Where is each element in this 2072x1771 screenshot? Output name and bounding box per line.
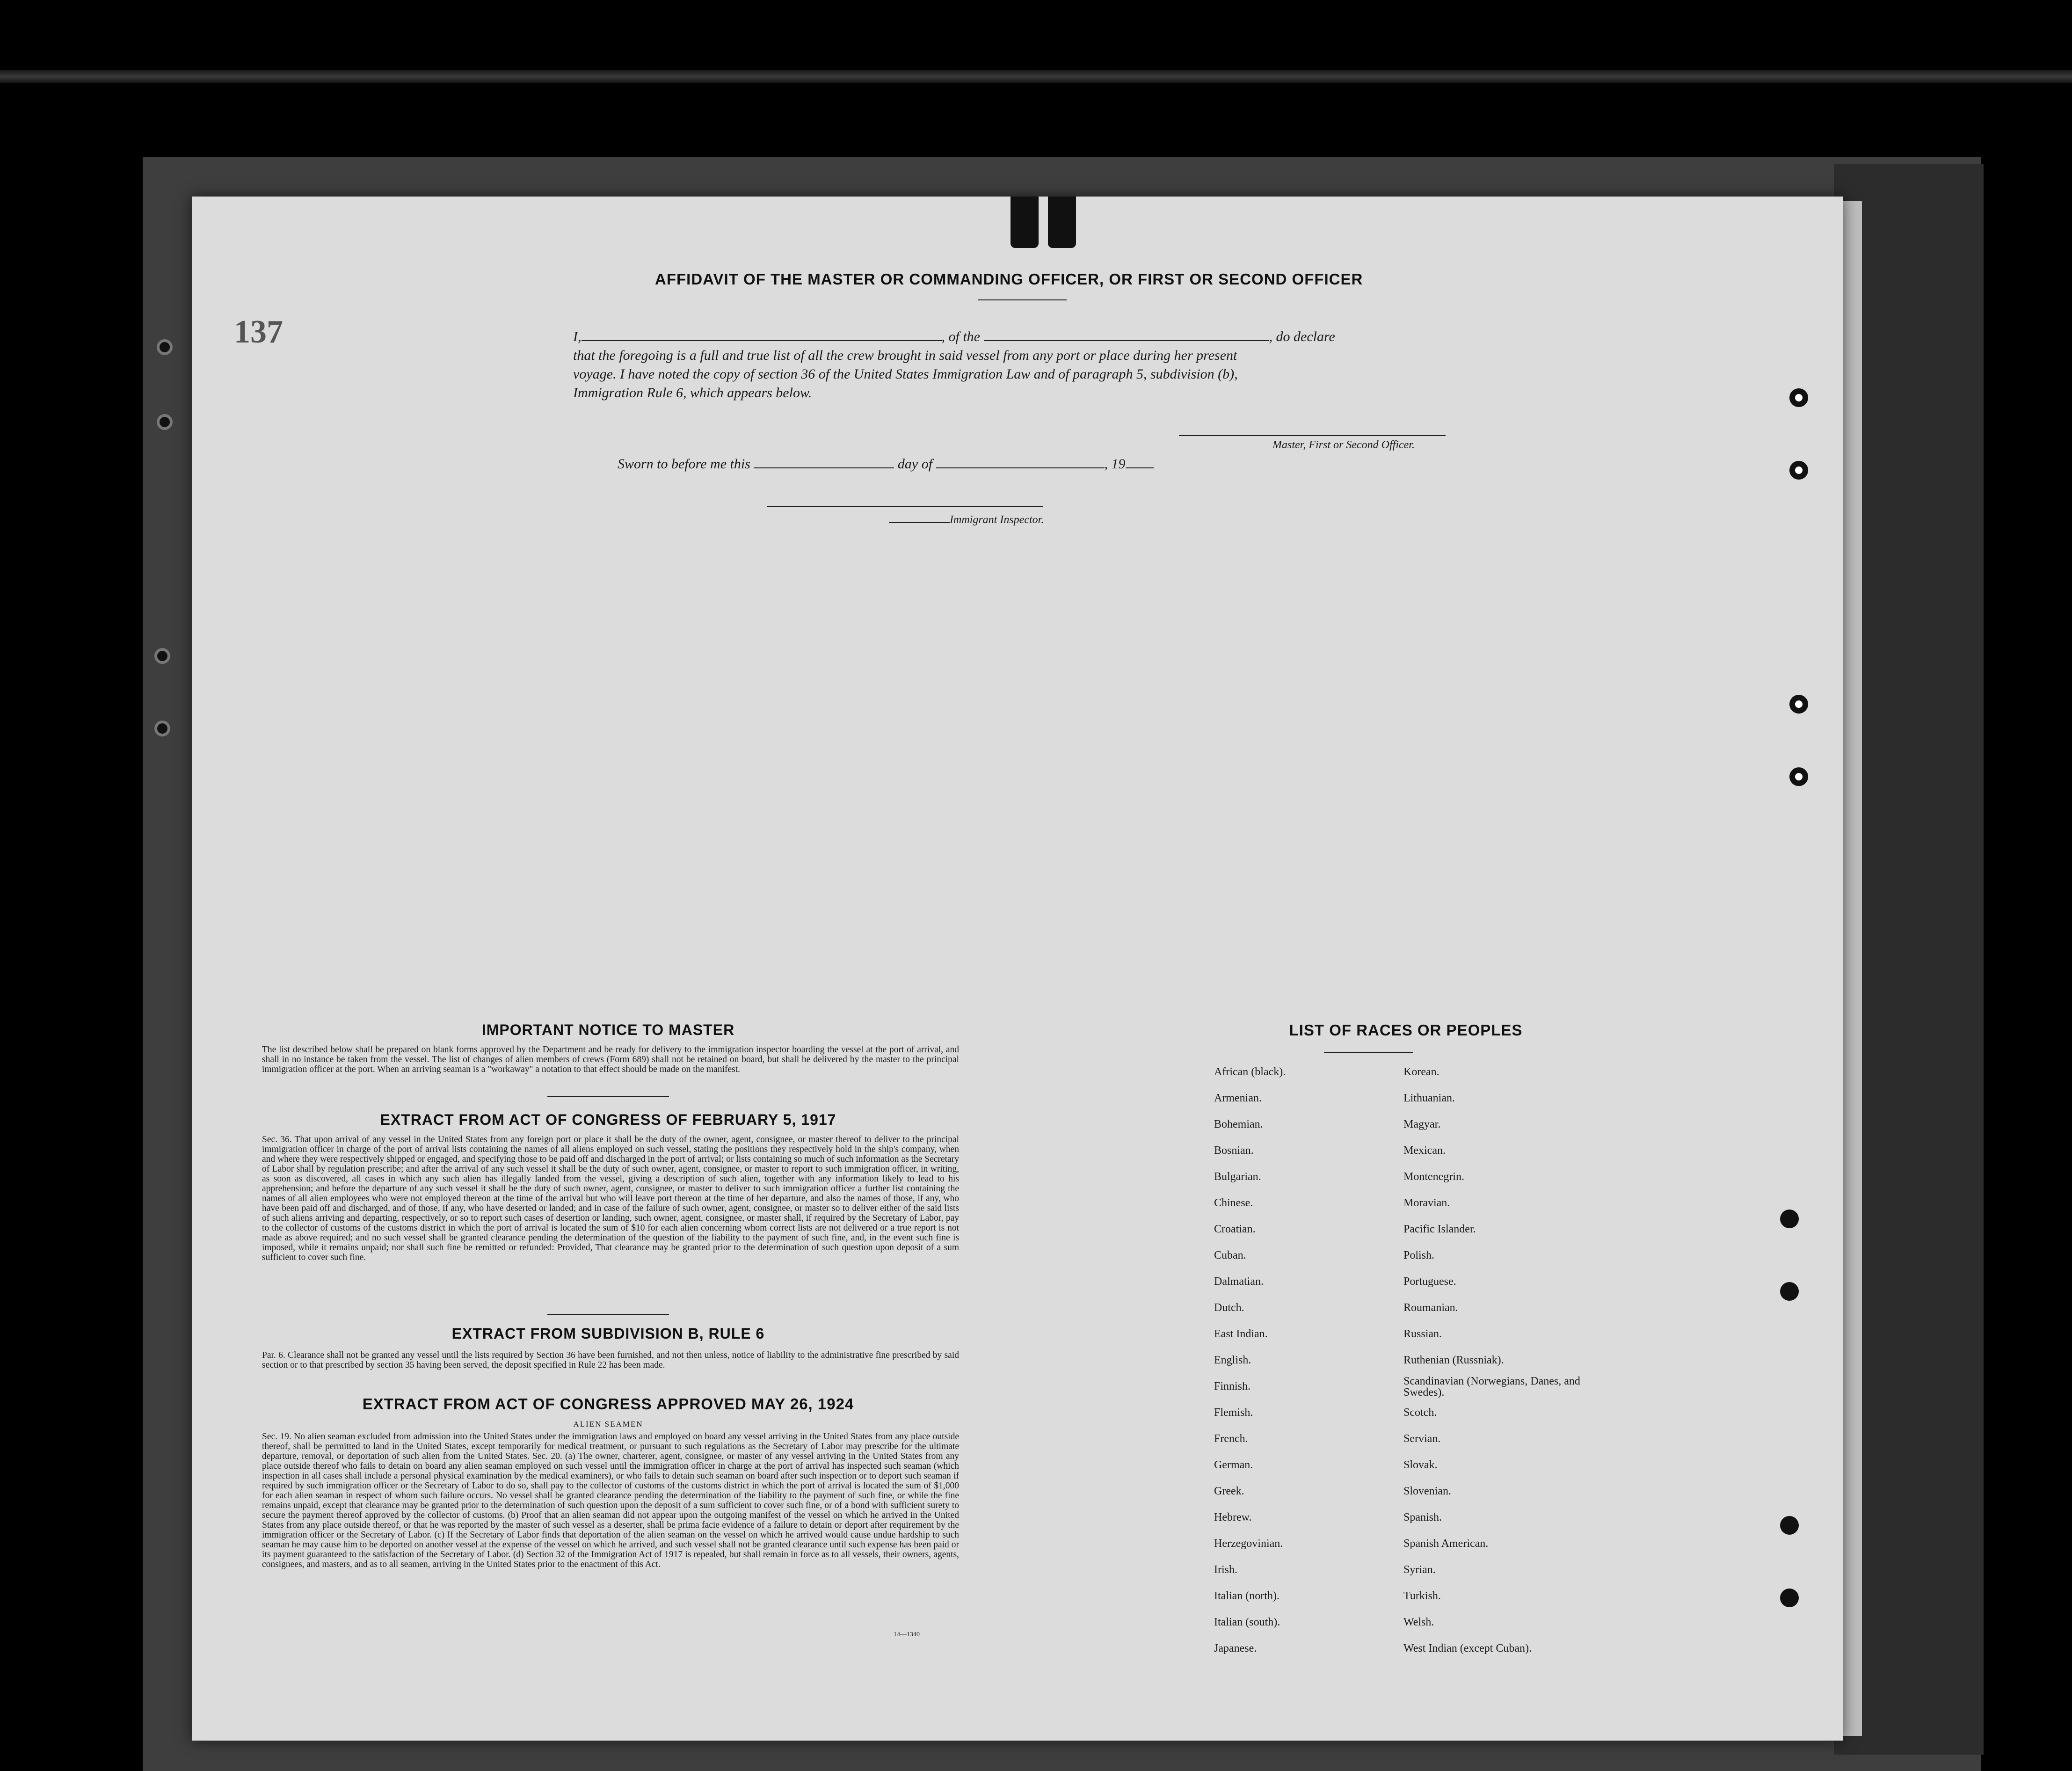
notice-body: The list described below shall be prepared on blank forms approved by the Department and be ready for delivery to the immigration inspector boarding the vessel at the port of arrival, and shall in no instance be taken from the vessel. The list of changes of alien members of crews (Form 689) shall not be retained on board, but shall be delivered by the master to the principal immigration officer at the port. When an arriving seaman is a "workaway" a notation to that effect should be made on the manifest. xyxy=(262,1045,959,1074)
race-item: West Indian (except Cuban). xyxy=(1403,1642,1532,1654)
day-of-label: day of xyxy=(897,456,933,472)
affidavit-line-2: that the foregoing is a full and true list of all the crew brought in said vessel from any port or place during her present xyxy=(573,348,1237,363)
divider xyxy=(547,1096,669,1097)
race-item: Dalmatian. xyxy=(1214,1275,1264,1288)
film-strip xyxy=(0,70,2072,83)
binder-clip xyxy=(1011,197,1039,248)
race-item: Roumanian. xyxy=(1403,1302,1458,1314)
race-item: German. xyxy=(1214,1459,1253,1471)
master-signature-label: Master, First or Second Officer. xyxy=(1272,439,1415,451)
signature-line xyxy=(1179,435,1446,436)
race-item: Magyar. xyxy=(1403,1118,1441,1130)
punch-hole xyxy=(1780,1516,1799,1535)
day-blank xyxy=(754,467,894,468)
inspector-text: Immigrant Inspector. xyxy=(950,514,1044,526)
form-number: 14—1340 xyxy=(894,1631,920,1638)
notice-title: IMPORTANT NOTICE TO MASTER xyxy=(481,1021,735,1038)
race-item: East Indian. xyxy=(1214,1328,1268,1340)
sworn-label: Sworn to before me this xyxy=(618,456,750,472)
race-item: Japanese. xyxy=(1214,1642,1257,1654)
punch-hole xyxy=(1780,1282,1799,1301)
race-item: Russian. xyxy=(1403,1328,1442,1340)
race-item: Scandinavian (Norwegians, Danes, and Swedes). xyxy=(1403,1375,1580,1399)
punch-hole xyxy=(157,339,173,355)
race-item: English. xyxy=(1214,1354,1251,1366)
divider xyxy=(978,299,1067,300)
vessel-blank xyxy=(984,340,1269,341)
punch-hole xyxy=(1789,461,1808,480)
race-item: Welsh. xyxy=(1403,1616,1434,1628)
race-item: Hebrew. xyxy=(1214,1511,1252,1523)
page-number: 137 xyxy=(234,314,283,350)
race-item: Slovak. xyxy=(1403,1459,1438,1471)
race-item: Turkish. xyxy=(1403,1590,1441,1602)
of-the-label: , of the xyxy=(941,329,980,344)
binder-clip xyxy=(1048,197,1076,248)
alien-seamen-subtitle: ALIEN SEAMEN xyxy=(573,1420,643,1428)
race-item: Armenian. xyxy=(1214,1092,1262,1104)
punch-hole xyxy=(1789,388,1808,407)
punch-hole xyxy=(1780,1210,1799,1228)
race-item: African (black). xyxy=(1214,1066,1286,1078)
inspector-blank xyxy=(889,522,950,523)
punch-hole xyxy=(157,414,173,430)
race-item: Irish. xyxy=(1214,1564,1237,1576)
name-blank xyxy=(582,340,942,341)
race-item: Scotch. xyxy=(1403,1407,1437,1419)
race-item: Italian (south). xyxy=(1214,1616,1280,1628)
affidavit-body xyxy=(573,328,1509,402)
race-item: Slovenian. xyxy=(1403,1485,1451,1497)
extract-rule6-body: Par. 6. Clearance shall not be granted any vessel until the lists required by Section 36 have been furnished, and not then unless, notice of liability to the administrative fine prescribed by said section or to that prescribed by section 35 having been served, the deposit specified in Rule 22 has been made. xyxy=(262,1350,959,1370)
race-item: Montenegrin. xyxy=(1403,1171,1464,1183)
year-label: , 19 xyxy=(1104,456,1126,472)
inspector-line xyxy=(767,506,1043,507)
race-item: Syrian. xyxy=(1403,1564,1436,1576)
extract-1924-title: EXTRACT FROM ACT OF CONGRESS APPROVED MAY 26, 1924 xyxy=(362,1395,854,1413)
affidavit-line-4: Immigration Rule 6, which appears below. xyxy=(573,385,812,401)
race-item: French. xyxy=(1214,1433,1248,1445)
race-item: Pacific Islander. xyxy=(1403,1223,1476,1235)
race-item: Herzegovinian. xyxy=(1214,1538,1283,1550)
race-item: Lithuanian. xyxy=(1403,1092,1455,1104)
year-blank xyxy=(1126,467,1154,468)
punch-hole xyxy=(154,648,170,664)
race-item: Dutch. xyxy=(1214,1302,1244,1314)
punch-hole xyxy=(1789,767,1808,786)
sworn-line xyxy=(618,456,1154,472)
race-item: Servian. xyxy=(1403,1433,1441,1445)
race-item: Mexican. xyxy=(1403,1144,1446,1157)
punch-hole xyxy=(1780,1589,1799,1607)
race-item: Spanish. xyxy=(1403,1511,1442,1523)
divider xyxy=(1324,1052,1413,1053)
punch-hole xyxy=(154,721,170,736)
month-blank xyxy=(936,467,1105,468)
affidavit-line-3: voyage. I have noted the copy of section 36 of the United States Immigration Law and of paragraph 5, subdivision (b), xyxy=(573,366,1238,382)
punch-hole xyxy=(1789,695,1808,714)
race-item: Bohemian. xyxy=(1214,1118,1263,1130)
extract-rule6-title: EXTRACT FROM SUBDIVISION B, RULE 6 xyxy=(451,1325,765,1342)
race-item: Finnish. xyxy=(1214,1380,1251,1392)
i-label: I, xyxy=(573,329,582,344)
divider xyxy=(547,1314,669,1315)
do-declare-label: , do declare xyxy=(1269,329,1335,344)
race-item: Italian (north). xyxy=(1214,1590,1280,1602)
race-item: Korean. xyxy=(1403,1066,1439,1078)
race-item: Croatian. xyxy=(1214,1223,1256,1235)
race-item: Ruthenian (Russniak). xyxy=(1403,1354,1504,1366)
race-item: Moravian. xyxy=(1403,1197,1450,1209)
race-item: Polish. xyxy=(1403,1249,1435,1261)
race-item: Flemish. xyxy=(1214,1407,1253,1419)
races-title: LIST OF RACES OR PEOPLES xyxy=(1289,1021,1523,1039)
race-item: Portuguese. xyxy=(1403,1275,1456,1288)
inspector-label xyxy=(889,514,1044,526)
race-item: Cuban. xyxy=(1214,1249,1246,1261)
affidavit-title: AFFIDAVIT OF THE MASTER OR COMMANDING OFFICER, OR FIRST OR SECOND OFFICER xyxy=(655,270,1363,288)
extract-1917-title: EXTRACT FROM ACT OF CONGRESS OF FEBRUARY 5, 1917 xyxy=(380,1111,836,1128)
race-item: Bulgarian. xyxy=(1214,1171,1261,1183)
race-item: Greek. xyxy=(1214,1485,1244,1497)
extract-1924-body: Sec. 19. No alien seaman excluded from admission into the United States under the immigration laws and employed on board any vessel arriving in the United States from any place outside thereof, shall be permitted to land in the United States, except temporarily for medical treatment, or pursuant to such regulations as the Secretary of Labor may prescribe for the ultimate departure, removal, or deportation of such alien from the United States. Sec. 20. (a) The owner, charterer, agent, consignee, or master of any vessel arriving in the United States from any place outside thereof who fails to detain on board any alien seaman employed on such vessel until the immigration officer in charge at the port of arrival has inspected such seaman (which inspection in all cases shall include a personal physical examination by the medical examiners), or who fails to detain such seaman on board after such inspection or to deport such seaman if required by such immigration officer or the Secretary of Labor to do so, shall pay to the collector of customs of the customs district in which the port of arrival is located the sum of $1,000 for each alien seaman in respect of whom such failure occurs. No vessel shall be granted clearance pending the determination of the liability to the payment of such fine, or while the fine remains unpaid, except that clearance may be granted prior to the determination of such question upon the deposit of a sum sufficient to cover such fine, or of a bond with sufficient surety to secure the payment thereof approved by the collector of customs. (b) Proof that an alien seaman did not appear upon the outgoing manifest of the vessel on which he arrived in the United States from any place outside thereof, or that he was reported by the master of such vessel as a deserter, shall be prima facie evidence of a failure to detain or deport after requirement by the immigration officer or the Secretary of Labor. (c) If the Secretary of Labor finds that deportation of the alien seaman on the vessel on which he arrived would cause undue hardship to such seaman he may cause him to be deported on another vessel at the expense of the vessel on which he arrived, and such vessel shall not be granted clearance until such expense has been paid or its payment guaranteed to the satisfaction of the Secretary of Labor. (d) Section 32 of the Immigration Act of 1917 is repealed, but shall remain in force as to all vessels, their owners, agents, consignees, and masters, and as to all seamen, arriving in the United States prior to the enactment of this Act. xyxy=(262,1432,959,1569)
race-item: Spanish American. xyxy=(1403,1538,1489,1550)
extract-1917-body: Sec. 36. That upon arrival of any vessel in the United States from any foreign port or place it shall be the duty of the owner, agent, consignee, or master thereof to deliver to the principal immigration officer in charge of the port of arrival lists containing the names of all aliens employed on such vessel, stating the positions they respectively hold in the ship's company, when and where they were respectively shipped or engaged, and specifying those to be paid off and discharged in the port of arrival; or lists containing so much of such information as the Secretary of Labor shall by regulation prescribe; and after the arrival of any such vessel it shall be the duty of such owner, agent, consignee, or master to report to such immigration officer, in writing, as soon as discovered, all cases in which any such alien has illegally landed from the vessel, giving a description of such alien, together with any information likely to lead to his apprehension; and before the departure of any such vessel it shall be the duty of such owner, agent, consignee, or master to deliver to such immigration officer a further list containing the names of all alien employees who were not employed thereon at the time of the arrival but who will leave port thereon at the time of her departure, and also the names of those, if any, who have been paid off and discharged, and of those, if any, who have deserted or landed; and in case of the failure of such owner, agent, consignee, or master so to deliver either of the said lists of such aliens arriving and departing, respectively, or so to report such cases of desertion or landing, such owner, agent, consignee, or master shall, if required by the Secretary of Labor, pay to the collector of customs of the customs district in which the port of arrival is located the sum of $10 for each alien concerning whom correct lists are not delivered or a true report is not made as above required; and no such vessel shall be granted clearance pending the determination of the question of the liability to the payment of such fine, and, in the event such fine is imposed, while it remains unpaid; nor shall such fine be remitted or refunded: Provided, That clearance may be granted prior to the determination of such question upon deposit of a sum sufficient to cover such fine. xyxy=(262,1135,959,1262)
race-item: Bosnian. xyxy=(1214,1144,1254,1157)
race-item: Chinese. xyxy=(1214,1197,1253,1209)
